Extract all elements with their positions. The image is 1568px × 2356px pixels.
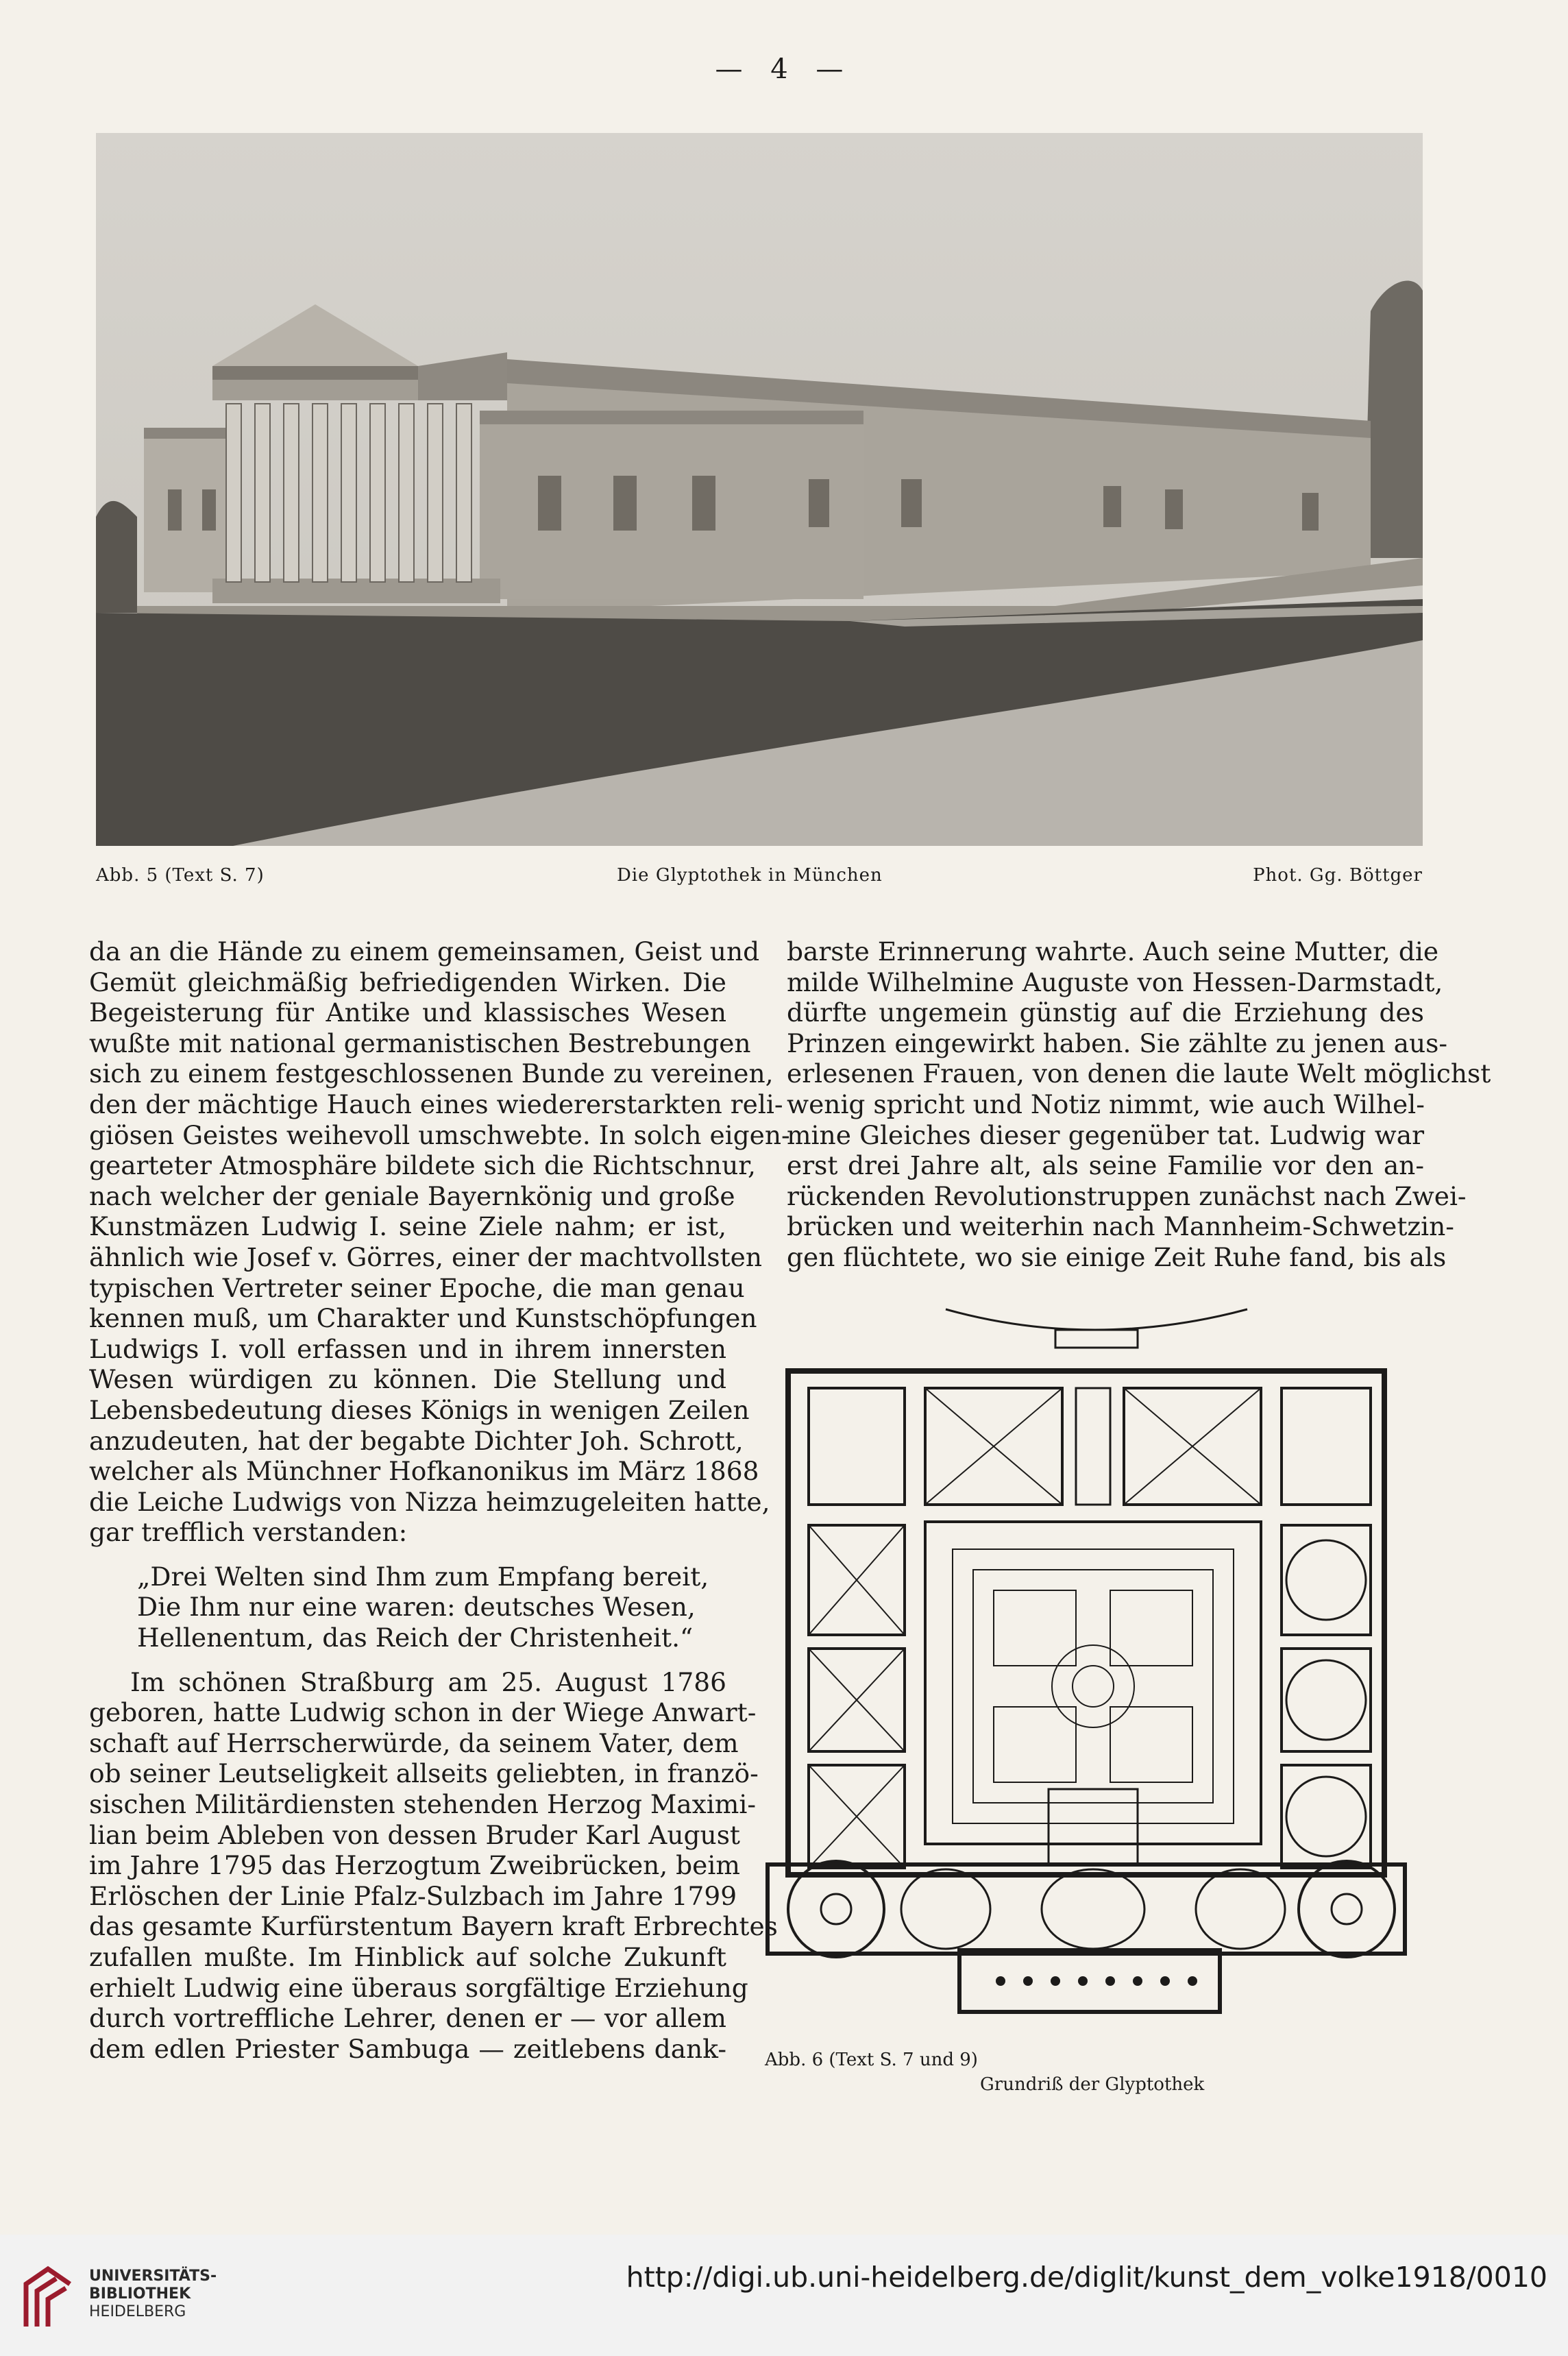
text-line: Gemüt gleichmäßig befriedigenden Wirken. Die	[89, 967, 726, 997]
text-line: milde Wilhelmine Auguste von Hessen-Darmstadt,	[787, 967, 1443, 997]
text-line: Im schönen Straßburg am 25. August 1786	[130, 1666, 726, 1697]
poem-line: „Drei Welten sind Ihm zum Empfang bereit,	[137, 1561, 709, 1592]
text-line: ähnlich wie Josef v. Görres, einer der machtvollsten	[89, 1241, 762, 1272]
library-logo-text	[89, 2268, 217, 2321]
text-line: anzudeuten, hat der begabte Dichter Joh. Schrott,	[89, 1425, 744, 1456]
text-line: den der mächtige Hauch eines wiedererstarkten reli-	[89, 1089, 783, 1119]
text-line: das gesamte Kurfürstentum Bayern kraft Erbrechtes	[89, 1911, 778, 1942]
text-line: wußte mit national germanistischen Bestrebungen	[89, 1028, 751, 1058]
text-line: gen flüchtete, wo sie einige Zeit Ruhe fand, bis als	[787, 1241, 1447, 1272]
text-line: brücken und weiterhin nach Mannheim-Schwetzin-	[787, 1211, 1454, 1242]
text-line: zufallen mußte. Im Hinblick auf solche Zukunft	[89, 1942, 726, 1972]
text-line: gar trefflich verstanden:	[89, 1517, 408, 1548]
logo-line: HEIDELBERG	[89, 2303, 186, 2320]
text-line: geboren, hatte Ludwig schon in der Wiege Anwart-	[89, 1697, 757, 1728]
text-line: nach welcher der geniale Bayernkönig und große	[89, 1180, 735, 1211]
right-column	[787, 936, 1491, 1273]
text-line: erhielt Ludwig eine überaus sorgfältige Erziehung	[89, 1972, 748, 2003]
figure5-title: Die Glyptothek in München	[617, 865, 883, 886]
text-line: Wesen würdigen zu können. Die Stellung und	[89, 1364, 726, 1395]
text-line: erst drei Jahre alt, als seine Familie vor den an-	[787, 1150, 1424, 1181]
page-number: — 4 —	[715, 53, 853, 85]
text-line: typischen Vertreter seiner Epoche, die man genau	[89, 1272, 745, 1303]
floor-plan-figure	[754, 1296, 1432, 2022]
text-line: sischen Militärdiensten stehenden Herzog Maximi-	[89, 1789, 757, 1820]
source-url-link[interactable]: http://digi.ub.uni-heidelberg.de/diglit/kunst_dem_volke1918/0010	[626, 2261, 1547, 2294]
text-line: Prinzen eingewirkt haben. Sie zählte zu jenen aus-	[787, 1028, 1448, 1058]
text-line: wenig spricht und Notiz nimmt, wie auch Wilhel-	[787, 1089, 1425, 1119]
text-line: welcher als Münchner Hofkanonikus im März 1868	[89, 1456, 759, 1487]
text-line: im Jahre 1795 das Herzogtum Zweibrücken, beim	[89, 1850, 740, 1881]
text-line: Lebensbedeutung dieses Königs in wenigen Zeilen	[89, 1394, 750, 1425]
text-line: da an die Hände zu einem gemeinsamen, Geist und	[89, 936, 760, 967]
text-line: lian beim Ableben von dessen Bruder Karl August	[89, 1819, 741, 1850]
figure5-label: Abb. 5 (Text S. 7)	[96, 865, 265, 886]
figure6-title: Grundriß der Glyptothek	[980, 2074, 1205, 2095]
figure5-credit: Phot. Gg. Böttger	[1253, 865, 1423, 886]
poem-line: Die Ihm nur eine waren: deutsches Wesen,	[137, 1592, 696, 1623]
text-line: Erlöschen der Linie Pfalz-Sulzbach im Jahre 1799	[89, 1880, 737, 1911]
text-line: erlesenen Frauen, von denen die laute Welt möglichst	[787, 1058, 1491, 1089]
text-line: durch vortreffliche Lehrer, denen er — vor allem	[89, 2003, 726, 2034]
text-line: ob seiner Leutseligkeit allseits geliebten, in franzö-	[89, 1758, 759, 1789]
left-column	[89, 936, 790, 2064]
logo-line: UNIVERSITÄTS-	[89, 2268, 217, 2285]
text-line: Kunstmäzen Ludwig I. seine Ziele nahm; er ist,	[89, 1211, 726, 1242]
poem-quote	[137, 1562, 726, 1653]
text-line: giösen Geistes weihevoll umschwebte. In solch eigen-	[89, 1119, 790, 1150]
text-line: schaft auf Herrscherwürde, da seinem Vater, dem	[89, 1727, 739, 1758]
text-line: Ludwigs I. voll erfassen und in ihrem innersten	[89, 1333, 726, 1364]
text-line: dürfte ungemein günstig auf die Erziehung des	[787, 997, 1424, 1028]
text-line: barste Erinnerung wahrte. Auch seine Mutter, die	[787, 936, 1439, 967]
figure6-label: Abb. 6 (Text S. 7 und 9)	[765, 2050, 978, 2070]
text-line: rückenden Revolutionstruppen zunächst nach Zwei-	[787, 1180, 1467, 1211]
text-line: Begeisterung für Antike und klassisches Wesen	[89, 997, 726, 1028]
text-line: kennen muß, um Charakter und Kunstschöpfungen	[89, 1303, 757, 1334]
text-line: gearteter Atmosphäre bildete sich die Richtschnur,	[89, 1150, 756, 1181]
text-line: dem edlen Priester Sambuga — zeitlebens dank-	[89, 2033, 726, 2064]
footer-bar	[0, 2235, 1568, 2356]
text-line: die Leiche Ludwigs von Nizza heimzugeleiten hatte,	[89, 1486, 770, 1517]
poem-line: Hellenentum, das Reich der Christenheit.“	[137, 1623, 694, 1653]
text-line: sich zu einem festgeschlossenen Bunde zu vereinen,	[89, 1058, 774, 1089]
logo-line: BIBLIOTHEK	[89, 2285, 191, 2303]
glyptothek-photograph	[96, 133, 1423, 846]
text-line: mine Gleiches dieser gegenüber tat. Ludwig war	[787, 1119, 1424, 1150]
library-logo-icon	[21, 2263, 78, 2335]
